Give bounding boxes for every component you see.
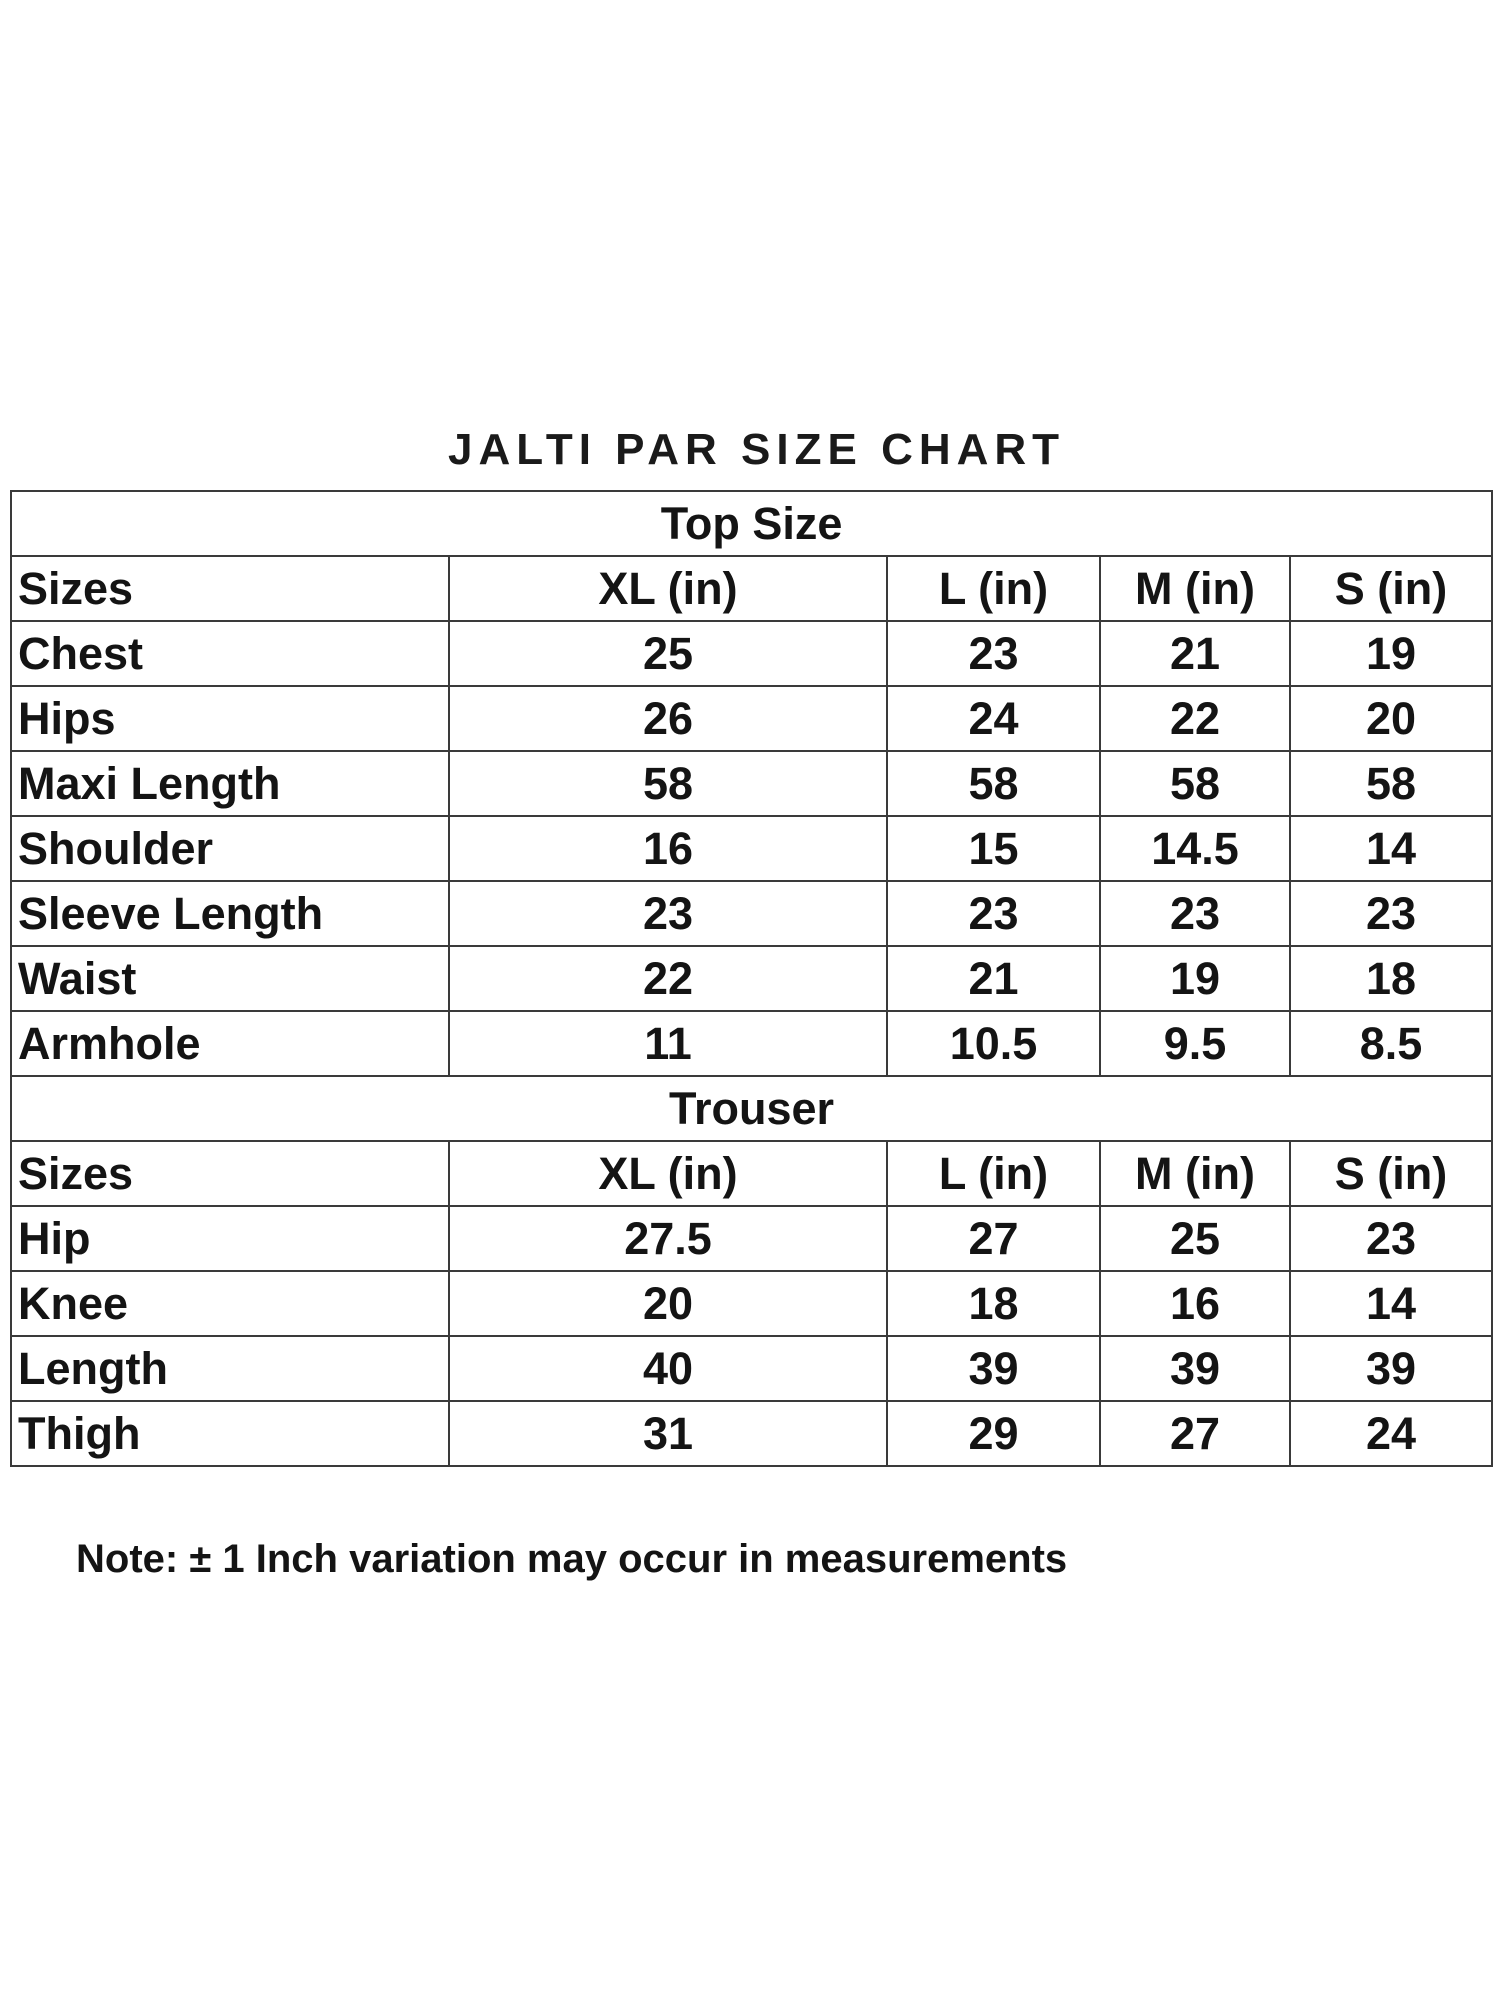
measurement-label: Waist — [11, 946, 449, 1011]
measurement-note: Note: ± 1 Inch variation may occur in measurements — [76, 1537, 1068, 1581]
table-row — [11, 1336, 1492, 1401]
measurement-label: Maxi Length — [11, 751, 449, 816]
measurement-label: Length — [11, 1336, 449, 1401]
table-row — [11, 1271, 1492, 1336]
measurement-value: 23 — [1290, 1206, 1492, 1271]
measurement-value: 23 — [887, 881, 1100, 946]
measurement-value: 8.5 — [1290, 1011, 1492, 1076]
measurement-value: 58 — [449, 751, 887, 816]
column-header: XL (in) — [449, 1141, 887, 1206]
measurement-value: 25 — [449, 621, 887, 686]
measurement-value: 16 — [449, 816, 887, 881]
table-row — [11, 1011, 1492, 1076]
measurement-value: 23 — [449, 881, 887, 946]
measurement-value: 24 — [1290, 1401, 1492, 1466]
measurement-label: Armhole — [11, 1011, 449, 1076]
chart-title: JALTI PAR SIZE CHART — [448, 425, 1066, 474]
measurement-label: Chest — [11, 621, 449, 686]
column-header: M (in) — [1100, 1141, 1290, 1206]
column-header: Sizes — [11, 556, 449, 621]
top-header-row — [11, 556, 1492, 621]
measurement-value: 14.5 — [1100, 816, 1290, 881]
trouser-section-heading: Trouser — [11, 1076, 1492, 1141]
measurement-value: 21 — [887, 946, 1100, 1011]
table-row — [11, 686, 1492, 751]
measurement-label: Shoulder — [11, 816, 449, 881]
trouser-header-row — [11, 1141, 1492, 1206]
size-chart-table — [10, 490, 1493, 1467]
measurement-label: Hips — [11, 686, 449, 751]
measurement-value: 27 — [1100, 1401, 1290, 1466]
measurement-value: 40 — [449, 1336, 887, 1401]
measurement-value: 39 — [887, 1336, 1100, 1401]
measurement-value: 58 — [887, 751, 1100, 816]
measurement-value: 9.5 — [1100, 1011, 1290, 1076]
measurement-value: 29 — [887, 1401, 1100, 1466]
measurement-value: 16 — [1100, 1271, 1290, 1336]
measurement-value: 22 — [449, 946, 887, 1011]
measurement-value: 58 — [1290, 751, 1492, 816]
column-header: M (in) — [1100, 556, 1290, 621]
measurement-value: 26 — [449, 686, 887, 751]
measurement-value: 27 — [887, 1206, 1100, 1271]
measurement-value: 20 — [1290, 686, 1492, 751]
measurement-value: 14 — [1290, 1271, 1492, 1336]
measurement-value: 24 — [887, 686, 1100, 751]
table-row — [11, 946, 1492, 1011]
measurement-label: Sleeve Length — [11, 881, 449, 946]
measurement-value: 25 — [1100, 1206, 1290, 1271]
chart-title-cropped — [448, 425, 1066, 474]
measurement-value: 31 — [449, 1401, 887, 1466]
size-chart-body — [11, 491, 1492, 1466]
table-row — [11, 816, 1492, 881]
column-header: S (in) — [1290, 556, 1492, 621]
measurement-label: Knee — [11, 1271, 449, 1336]
measurement-value: 27.5 — [449, 1206, 887, 1271]
top-section-heading: Top Size — [11, 491, 1492, 556]
measurement-value: 22 — [1100, 686, 1290, 751]
top-section-row — [11, 491, 1492, 556]
measurement-value: 20 — [449, 1271, 887, 1336]
table-row — [11, 621, 1492, 686]
column-header: XL (in) — [449, 556, 887, 621]
column-header: Sizes — [11, 1141, 449, 1206]
trouser-section-row — [11, 1076, 1492, 1141]
table-row — [11, 881, 1492, 946]
measurement-value: 11 — [449, 1011, 887, 1076]
measurement-value: 18 — [887, 1271, 1100, 1336]
measurement-value: 21 — [1100, 621, 1290, 686]
measurement-label: Hip — [11, 1206, 449, 1271]
table-row — [11, 751, 1492, 816]
measurement-value: 39 — [1290, 1336, 1492, 1401]
measurement-value: 10.5 — [887, 1011, 1100, 1076]
table-row — [11, 1206, 1492, 1271]
measurement-value: 23 — [887, 621, 1100, 686]
measurement-value: 18 — [1290, 946, 1492, 1011]
measurement-value: 14 — [1290, 816, 1492, 881]
column-header: S (in) — [1290, 1141, 1492, 1206]
column-header: L (in) — [887, 556, 1100, 621]
measurement-value: 58 — [1100, 751, 1290, 816]
column-header: L (in) — [887, 1141, 1100, 1206]
table-row — [11, 1401, 1492, 1466]
measurement-value: 39 — [1100, 1336, 1290, 1401]
measurement-value: 15 — [887, 816, 1100, 881]
measurement-value: 23 — [1290, 881, 1492, 946]
measurement-value: 23 — [1100, 881, 1290, 946]
measurement-value: 19 — [1290, 621, 1492, 686]
measurement-value: 19 — [1100, 946, 1290, 1011]
measurement-label: Thigh — [11, 1401, 449, 1466]
